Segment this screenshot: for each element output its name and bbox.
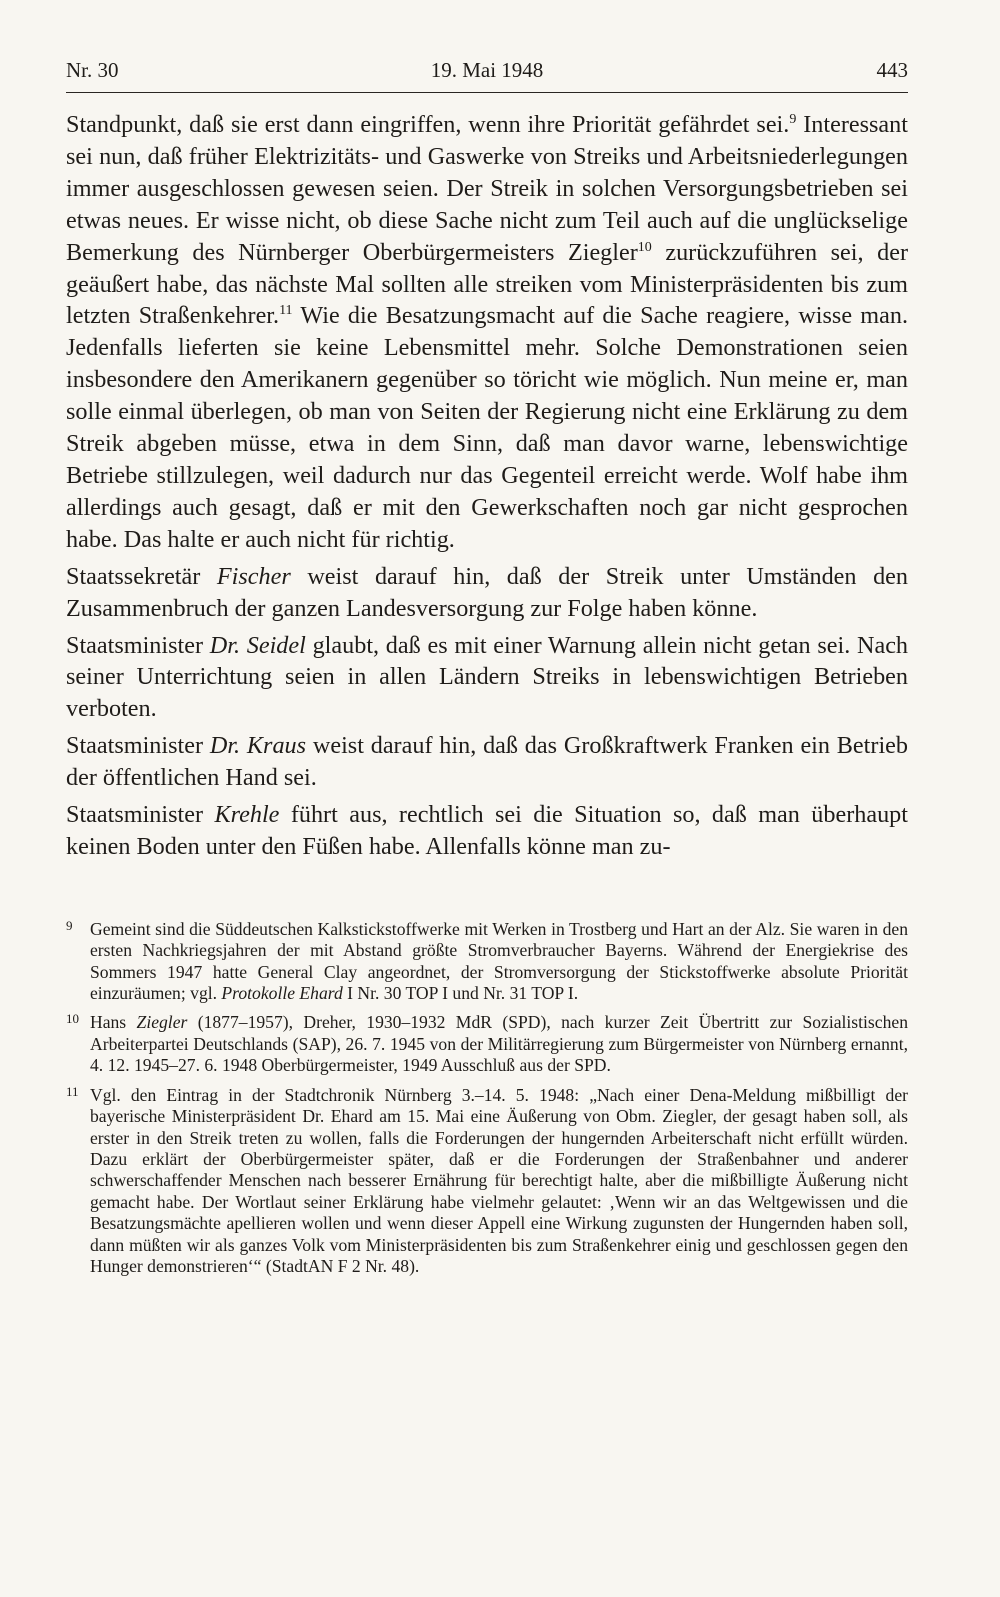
person-name: Ziegler	[136, 1012, 188, 1033]
session-date: 19. Mai 1948	[430, 58, 544, 82]
speaker-name: Fischer	[216, 562, 291, 590]
paragraph: Staatsminister Krehle führt aus, rechtlich sei die Situation so, daß man überhaupt keinen Boden unter den Füßen habe. Allenfalls könne man zu-	[66, 801, 908, 860]
footnote-ref[interactable]: 11	[279, 303, 293, 319]
footnote-ref[interactable]: 9	[789, 112, 797, 127]
paragraph: Standpunkt, daß sie erst dann eingriffen, wenn ihre Priorität gefährdet sei.$^9$ Interessant sei nun, daß früher Elektrizitäts- und Gaswerke von Streiks und Arbeitsniederlegungen immer ausgeschlossen gewesen seien. Der Streik in solchen Versorgungsbetrieben sei etwas neues. Er wisse nicht, ob diese Sache nicht zum Teil auch auf die unglückselige Bemerkung des Nürnberger Oberbürgermeisters Ziegler$^{10}$ zurückzuführen sei, der geäußert habe, das nächste Mal sollten alle streiken vom Ministerpräsidenten bis zum letzten Straßenkehrer.$^{11}$ Wie die Besatzungsmacht auf die Sache reagiere, wisse man. Jedenfalls lieferten sie keine Lebensmittel mehr. Solche Demonstrationen seien insbesondere den Amerikanern gegenüber so töricht wie möglich. Nun meine er, man solle einmal überlegen, ob man von Seiten der Regierung nicht eine Erklärung zu dem Streik abgeben müsse, etwa in dem Sinn, daß man davor warne, lebenswichtige Betriebe stillzulegen, weil dadurch nur das Gegenteil erreicht werde. Wolf habe ihm allerdings auch gesagt, daß er mit den Gewerkschaften noch gar nicht gesprochen habe. Das halte er auch nicht für richtig.	[66, 111, 909, 553]
document-page	[66, 48, 908, 1285]
speaker-name: Krehle	[214, 801, 280, 829]
footnote-number: 11	[66, 1083, 79, 1099]
footnote-number: 9	[66, 917, 73, 933]
header-rule	[66, 92, 908, 93]
paragraph: Staatsminister Dr. Kraus weist darauf hin, daß das Großkraftwerk Franken ein Betrieb der öffentlichen Hand sei.	[66, 732, 908, 792]
running-header	[66, 48, 908, 86]
paragraph: Staatsminister Dr. Seidel glaubt, daß es mit einer Warnung allein nicht getan sei. Nach seiner Unterrichtung seien in allen Ländern Streiks in lebenswichtigen Betrieben verboten.	[66, 631, 909, 723]
footnote-ref[interactable]: 10	[637, 239, 652, 255]
footnote-number: 10	[66, 1011, 79, 1027]
footnote: 9 Gemeint sind die Süddeutschen Kalkstickstoffwerke mit Werken in Trostberg und Hart an der Alz. Sie waren in den ersten Nachkriegsjahren der mit Abstand größte Stromverbraucher Bayerns. Während der Energiekrise des Sommers 1947 hatte General Clay angeordnet, der Stromversorgung der Stickstoffwerke absolute Priorität einzuräumen; vgl. Protokolle Ehard I Nr. 30 TOP I und Nr. 31 TOP I.	[66, 919, 908, 1005]
citation-title: Protokolle Ehard	[221, 983, 343, 1004]
speaker-name: Dr. Seidel	[209, 631, 306, 659]
page-number: 443	[876, 58, 908, 82]
paragraph: Staatssekretär Fischer weist darauf hin, daß der Streik unter Umständen den Zusammenbruch der ganzen Landesversorgung zur Folge haben könne.	[66, 562, 908, 622]
footnote: 10 Hans Ziegler (1877–1957), Dreher, 1930–1932 MdR (SPD), nach kurzer Zeit Übertritt zur Sozialistischen Arbeiterpartei Deutschlands (SAP), 26. 7. 1945 von der Militärregierung zum Bürgermeister von Nürnberg ernannt, 4. 12. 1945–27. 6. 1948 Oberbürgermeister, 1949 Ausschluß aus der SPD.	[66, 1012, 908, 1076]
issue-number: Nr. 30	[66, 58, 119, 82]
speaker-name: Dr. Kraus	[209, 732, 307, 760]
footnote: 11 Vgl. den Eintrag in der Stadtchronik Nürnberg 3.–14. 5. 1948: „Nach einer Dena-Meldung mißbilligt der bayerische Ministerpräsident Dr. Ehard am 15. Mai eine Äußerung von Obm. Ziegler, der gesagt haben soll, als erster in den Streik treten zu wollen, falls die Forderungen der hungernden Arbeiterschaft nicht erfüllt würden. Dazu erklärt der Oberbürgermeister später, daß er die Forderungen der Straßenbahner und anderer schwerschaffender Menschen nach besserer Ernährung für berechtigt halte, aber die mißbilligte Äußerung nicht gemacht habe. Der Wortlaut seiner Erklärung habe vielmehr gelautet: ‚Wenn wir an das Weltgewissen und die Besatzungsmächte apellieren wollen und wenn dieser Appell eine Wirkung zugunsten der Hungernden haben soll, dann müßten wir als ganzes Volk vom Ministerpräsidenten bis zum Straßenkehrer einig und geschlossen gegen den Hunger demonstrieren‘“ (StadtAN F 2 Nr. 48).	[66, 1085, 908, 1278]
footnotes	[66, 919, 908, 1278]
main-text	[66, 109, 908, 863]
